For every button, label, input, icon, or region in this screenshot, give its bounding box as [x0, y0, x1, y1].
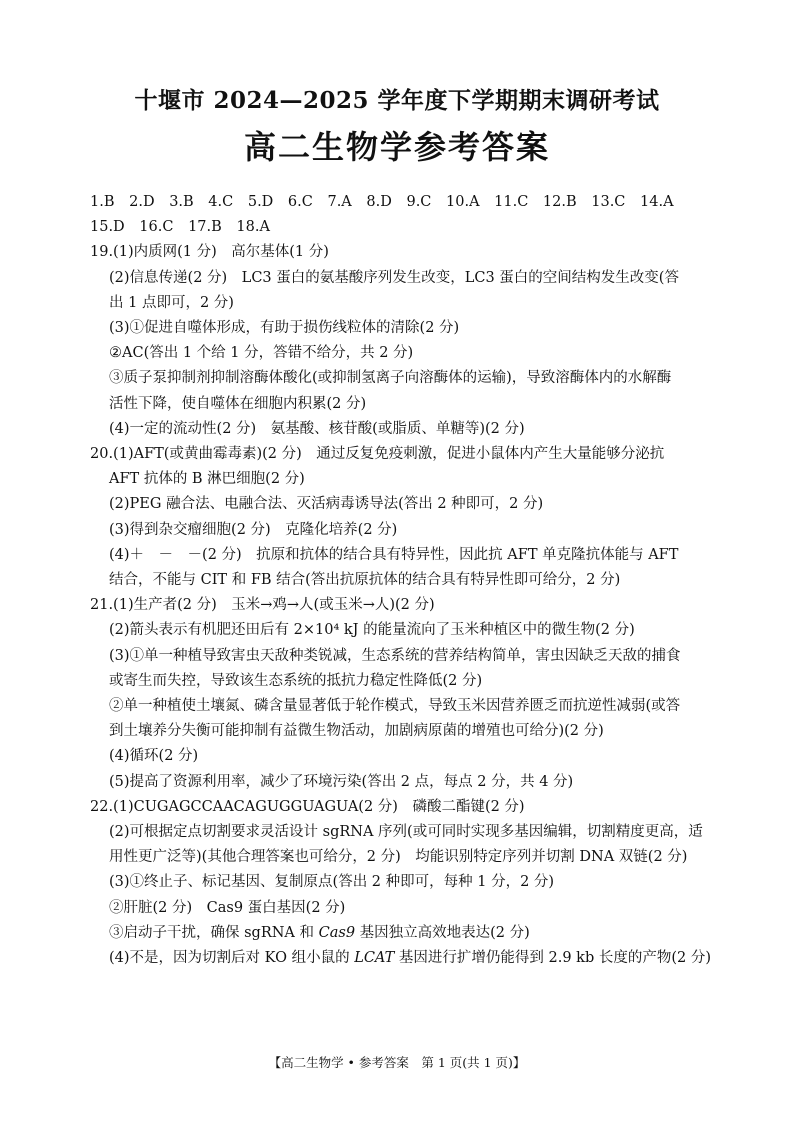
q22-line [90, 921, 730, 946]
mc-answers-row-1 [90, 190, 730, 215]
q20-line: 20.(1)AFT(或黄曲霉毒素)(2 分) 通过反复免疫刺激，促进小鼠体内产生大量能够分泌抗 [90, 446, 665, 463]
q22-text: 基因独立高效地表达(2 分) [355, 924, 530, 941]
mc-answer: 6.C [287, 194, 313, 210]
mc-answer: 18.A [236, 219, 270, 236]
q20-line: (2)PEG 融合法、电融合法、灭活病毒诱导法(答出 2 种即可，2 分) [109, 496, 544, 513]
mc-answer: 10.A [446, 194, 480, 210]
q22-line: (2)可根据定点切割要求灵活设计 sgRNA 序列(或可同时实现多基因编辑，切割精度更高，适 [109, 824, 703, 841]
exam-title: 十堰市 2024—2025 学年度下学期期末调研考试 [134, 87, 660, 114]
q20-line: (3)得到杂交瘤细胞(2 分) 克隆化培养(2 分) [109, 521, 398, 538]
page-footer: 【高二生物学 • 参考答案 第 1 页(共 1 页)】 [268, 1055, 526, 1070]
mc-answer: 5.D [247, 194, 274, 210]
mc-answer: 16.C [139, 219, 174, 236]
mc-answer: 15.D [90, 219, 125, 236]
q21-line: (2)箭头表示有机肥还田后有 2×10⁴ kJ 的能量流向了玉米种植区中的微生物(2 分) [109, 622, 635, 639]
q22-text: 基因进行扩增仍能得到 2.9 kb 长度的产物(2 分) [394, 950, 711, 967]
gene-name-italic: LCAT [354, 950, 395, 967]
q22-line [90, 946, 730, 971]
q21-line: 21.(1)生产者(2 分) 玉米→鸡→人(或玉米→人)(2 分) [90, 597, 435, 614]
q21-line: 到土壤养分失衡可能抑制有益微生物活动，加剧病原菌的增殖也可给分)(2 分) [109, 723, 604, 740]
q20-line: (4)＋ － －(2 分) 抗原和抗体的结合具有特异性，因此抗 AFT 单克隆抗体能与 AFT [109, 546, 679, 563]
mc-answers-row-2 [90, 215, 730, 240]
gene-name-italic: Cas9 [318, 924, 356, 941]
q22-line: 22.(1)CUGAGCCAACAGUGGUAGUA(2 分) 磷酸二酯键(2 分) [90, 798, 525, 815]
mc-answer: 3.B [169, 194, 194, 210]
q22-text: (4)不是，因为切割后对 KO 组小鼠的 [109, 950, 355, 967]
mc-answer: 9.C [406, 194, 432, 210]
q20-line: 结合，不能与 CIT 和 FB 结合(答出抗原抗体的结合具有特异性即可给分，2 分) [109, 572, 621, 589]
q20-line: AFT 抗体的 B 淋巴细胞(2 分) [109, 471, 305, 488]
q19-line: (4)一定的流动性(2 分) 氨基酸、核苷酸(或脂质、单糖等)(2 分) [109, 420, 525, 437]
answer-content [90, 190, 730, 971]
q21-line: (3)①单一种植导致害虫天敌种类锐减，生态系统的营养结构简单，害虫因缺乏天敌的捕食 [109, 647, 681, 664]
mc-answer: 17.B [188, 219, 222, 236]
q19-line: ③质子泵抑制剂抑制溶酶体酸化(或抑制氢离子向溶酶体的运输)，导致溶酶体内的水解酶 [109, 370, 672, 387]
mc-answer: 13.C [591, 194, 626, 210]
q21-line: (4)循环(2 分) [109, 748, 199, 765]
answer-key-title: 高二生物学参考答案 [243, 128, 550, 166]
q19-line: ②AC(答出 1 个给 1 分，答错不给分，共 2 分) [109, 345, 414, 362]
mc-answer: 14.A [640, 194, 674, 210]
mc-answer: 1.B [90, 194, 115, 210]
q21-line: ②单一种植使土壤氮、磷含量显著低于轮作模式，导致玉米因营养匮乏而抗逆性减弱(或答 [109, 698, 681, 715]
q21-line: 或寄生而失控，导致该生态系统的抵抗力稳定性降低(2 分) [109, 672, 483, 689]
mc-answer: 7.A [327, 194, 352, 210]
q19-line: (3)①促进自噬体形成，有助于损伤线粒体的清除(2 分) [109, 320, 460, 337]
mc-answer: 11.C [494, 194, 529, 210]
q21-line: (5)提高了资源利用率，减少了环境污染(答出 2 点，每点 2 分，共 4 分) [109, 773, 574, 790]
q19-line: 活性下降，使自噬体在细胞内积累(2 分) [109, 395, 367, 412]
q22-text: ③启动子干扰，确保 sgRNA 和 [109, 924, 319, 941]
mc-answer: 8.D [366, 194, 392, 210]
mc-answer: 2.D [129, 194, 155, 210]
q22-line: 用性更广泛等)(其他合理答案也可给分，2 分) 均能识别特定序列并切割 DNA 双链(2 分) [109, 849, 688, 866]
q22-line: (3)①终止子、标记基因、复制原点(答出 2 种即可，每种 1 分，2 分) [109, 874, 555, 891]
mc-answer: 4.C [208, 194, 234, 210]
q19-line: (2)信息传递(2 分) LC3 蛋白的氨基酸序列发生改变，LC3 蛋白的空间结构发生改变(答 [109, 269, 679, 286]
mc-answer: 12.B [542, 194, 577, 210]
q19-line: 出 1 点即可，2 分) [109, 294, 234, 311]
q19-line: 19.(1)内质网(1 分) 高尔基体(1 分) [90, 244, 329, 261]
q22-line: ②肝脏(2 分) Cas9 蛋白基因(2 分) [109, 899, 346, 916]
